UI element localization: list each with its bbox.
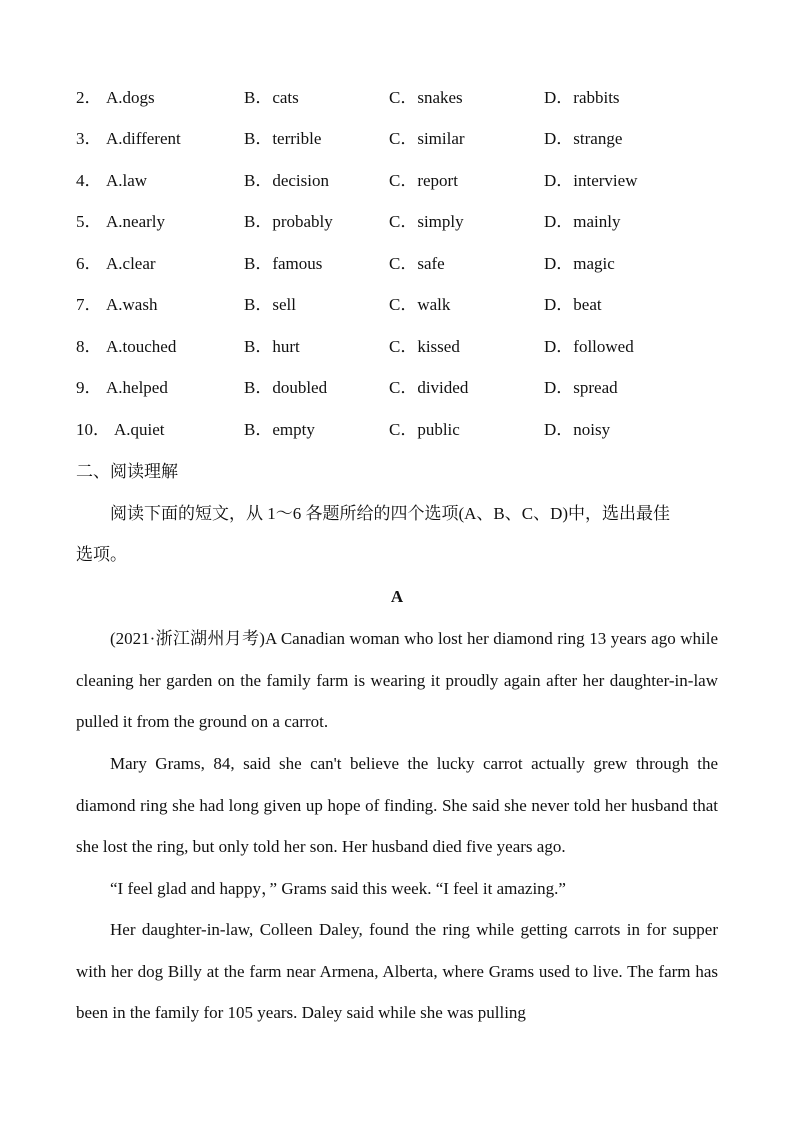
question-6-options	[76, 252, 736, 276]
passage-paragraph: Her daughter-in-law, Colleen Daley, found the ring while getting carrots in for supper with her dog Billy at the farm near Armena, Alberta, where Grams used to live. The farm has been in the family for 105 years. Daley said while she was pulling	[76, 920, 718, 1023]
question-number: 2．	[76, 88, 102, 107]
passage-heading: A	[390, 587, 404, 606]
option-d: D．strange	[544, 129, 623, 148]
option-b: B．probably	[244, 212, 333, 231]
option-b: B．terrible	[244, 129, 322, 148]
option-b: B．hurt	[244, 337, 300, 356]
option-c: C．similar	[389, 129, 465, 148]
question-3-options	[76, 127, 736, 151]
option-b: B．cats	[244, 88, 299, 107]
question-5-options	[76, 210, 736, 234]
option-c: C．simply	[389, 212, 464, 231]
option-c: C．kissed	[389, 337, 460, 356]
question-number: 9．	[76, 378, 102, 397]
option-b: B．doubled	[244, 378, 328, 397]
question-7-options	[76, 293, 736, 317]
option-a: A.clear	[106, 254, 156, 273]
option-d: D．spread	[544, 378, 618, 397]
option-d: D．magic	[544, 254, 615, 273]
passage-paragraph: Mary Grams, 84, said she can't believe the lucky carrot actually grew through the diamond ring she had long given up hope of finding. She said she never told her husband that she lost the ring, but only told her son. Her husband died five years ago.	[76, 754, 718, 857]
question-number: 3．	[76, 129, 102, 148]
question-4-options	[76, 169, 736, 193]
option-a: A.law	[106, 171, 148, 190]
option-d: D．interview	[544, 171, 638, 190]
passage-paragraph: “I feel glad and happy，” Grams said this week. “I feel it amazing.”	[110, 879, 566, 898]
option-a: A.quiet	[114, 420, 165, 439]
option-a: A.different	[106, 129, 181, 148]
option-c: C．report	[389, 171, 458, 190]
option-d: D．followed	[544, 337, 634, 356]
question-number: 5．	[76, 212, 102, 231]
option-b: B．empty	[244, 420, 315, 439]
question-8-options	[76, 335, 736, 359]
option-d: D．beat	[544, 295, 602, 314]
instruction-text: 阅读下面的短文，从 1～6 各题所给的四个选项(A、B、C、D)中，选出最佳	[110, 504, 671, 523]
option-a: A.wash	[106, 295, 158, 314]
option-c: C．safe	[389, 254, 445, 273]
option-c: C．divided	[389, 378, 469, 397]
option-c: C．snakes	[389, 88, 463, 107]
option-b: B．decision	[244, 171, 329, 190]
option-d: D．rabbits	[544, 88, 620, 107]
option-a: A.nearly	[106, 212, 166, 231]
section-heading: 二、阅读理解	[76, 462, 178, 482]
question-10-options	[76, 418, 736, 442]
question-number: 8．	[76, 337, 102, 356]
option-a: A.touched	[106, 337, 177, 356]
question-9-options	[76, 376, 736, 400]
question-number: 10．	[76, 420, 110, 439]
question-number: 4．	[76, 171, 102, 190]
option-b: B．sell	[244, 295, 296, 314]
option-c: C．public	[389, 420, 460, 439]
option-d: D．noisy	[544, 420, 611, 439]
instruction-text-continued: 选项。	[76, 545, 127, 564]
question-number: 6．	[76, 254, 102, 273]
option-a: A.helped	[106, 378, 168, 397]
option-c: C．walk	[389, 295, 451, 314]
option-a: A.dogs	[106, 88, 155, 107]
question-number: 7．	[76, 295, 102, 314]
question-2-options	[76, 86, 736, 110]
option-b: B．famous	[244, 254, 323, 273]
option-d: D．mainly	[544, 212, 621, 231]
passage-paragraph: (2021·浙江湖州月考)A Canadian woman who lost her diamond ring 13 years ago while cleaning her garden on the family farm is wearing it proudly again after her daughter-in-law pulled it from the ground on a carrot.	[76, 629, 718, 732]
